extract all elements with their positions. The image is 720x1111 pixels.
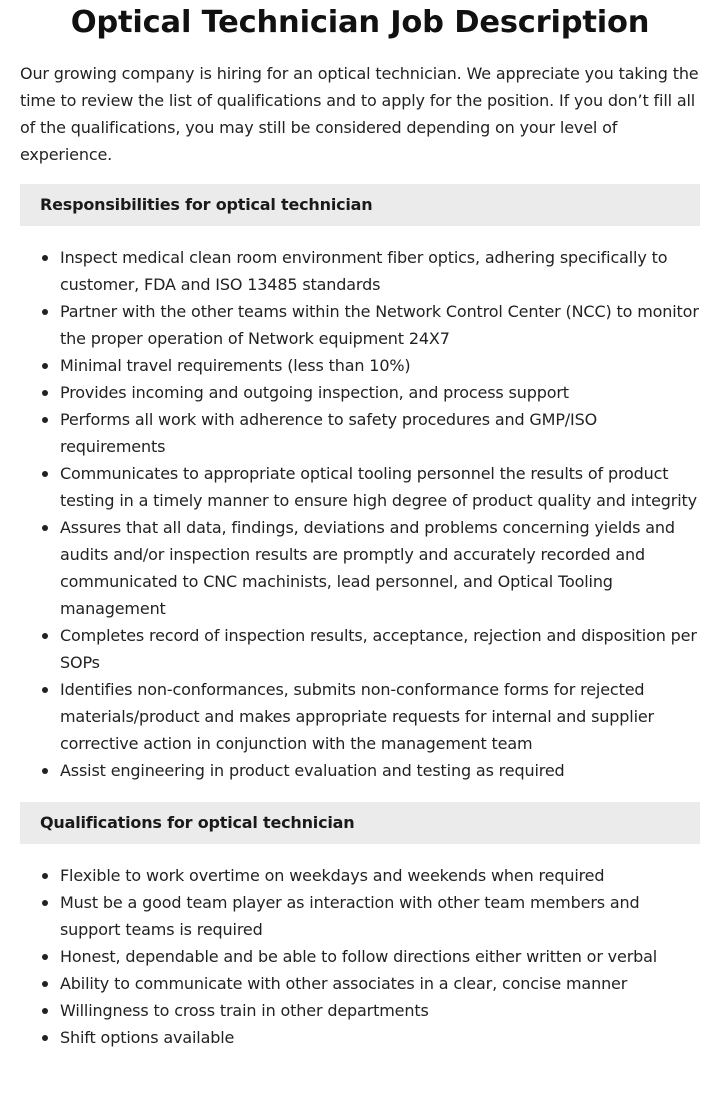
bullet-icon [42,873,48,879]
bullet-icon [42,687,48,693]
list-item-text: Shift options available [60,1028,235,1047]
qualifications-list [20,862,700,1051]
bullet-icon [42,525,48,531]
list-item-text: Completes record of inspection results, acceptance, rejection and disposition per SOPs [60,626,697,672]
list-item [20,244,700,298]
list-item-text: Assist engineering in product evaluation and testing as required [60,761,565,780]
list-item [20,997,700,1024]
list-item-text: Partner with the other teams within the Network Control Center (NCC) to monitor the proper operation of Network equipment 24X7 [60,302,699,348]
list-item [20,676,700,757]
bullet-icon [42,255,48,261]
intro-paragraph: Our growing company is hiring for an optical technician. We appreciate you taking the time to review the list of qualifications and to apply for the position. If you don’t fill all of the qualifications, you may still be considered depending on your level of experience. [20,64,699,164]
list-item-text: Communicates to appropriate optical tooling personnel the results of product testing in a timely manner to ensure high degree of product quality and integrity [60,464,697,510]
list-item [20,1024,700,1051]
list-item [20,970,700,997]
list-item [20,379,700,406]
bullet-icon [42,390,48,396]
list-item-text: Provides incoming and outgoing inspection, and process support [60,383,569,402]
bullet-icon [42,363,48,369]
list-item [20,298,700,352]
list-item [20,757,700,784]
list-item-text: Identifies non-conformances, submits non-conformance forms for rejected materials/product and makes appropriate requests for internal and supplier corrective action in conjunction with the management team [60,680,654,753]
list-item [20,406,700,460]
list-item-text: Honest, dependable and be able to follow directions either written or verbal [60,947,658,966]
list-item [20,862,700,889]
list-item-text: Ability to communicate with other associates in a clear, concise manner [60,974,628,993]
list-item [20,460,700,514]
list-item-text: Willingness to cross train in other departments [60,1001,429,1020]
list-item [20,514,700,622]
list-item-text: Minimal travel requirements (less than 10%) [60,356,411,375]
bullet-icon [42,768,48,774]
qualifications-heading: Qualifications for optical technician [20,802,700,844]
responsibilities-list [20,244,700,784]
page-title: Optical Technician Job Description [70,5,650,40]
bullet-icon [42,633,48,639]
list-item-text: Flexible to work overtime on weekdays and weekends when required [60,866,605,885]
list-item [20,889,700,943]
bullet-icon [42,900,48,906]
bullet-icon [42,1035,48,1041]
bullet-icon [42,981,48,987]
bullet-icon [42,417,48,423]
list-item-text: Must be a good team player as interaction with other team members and support teams is required [60,893,640,939]
list-item [20,352,700,379]
bullet-icon [42,954,48,960]
list-item-text: Assures that all data, findings, deviations and problems concerning yields and audits and/or inspection results are promptly and accurately recorded and communicated to CNC machinists, lead personnel, and Optical Tooling management [60,518,675,618]
list-item [20,622,700,676]
bullet-icon [42,471,48,477]
bullet-icon [42,1008,48,1014]
bullet-icon [42,309,48,315]
list-item-text: Performs all work with adherence to safety procedures and GMP/ISO requirements [60,410,598,456]
responsibilities-heading: Responsibilities for optical technician [20,184,700,226]
list-item-text: Inspect medical clean room environment fiber optics, adhering specifically to customer, FDA and ISO 13485 standards [60,248,668,294]
list-item [20,943,700,970]
